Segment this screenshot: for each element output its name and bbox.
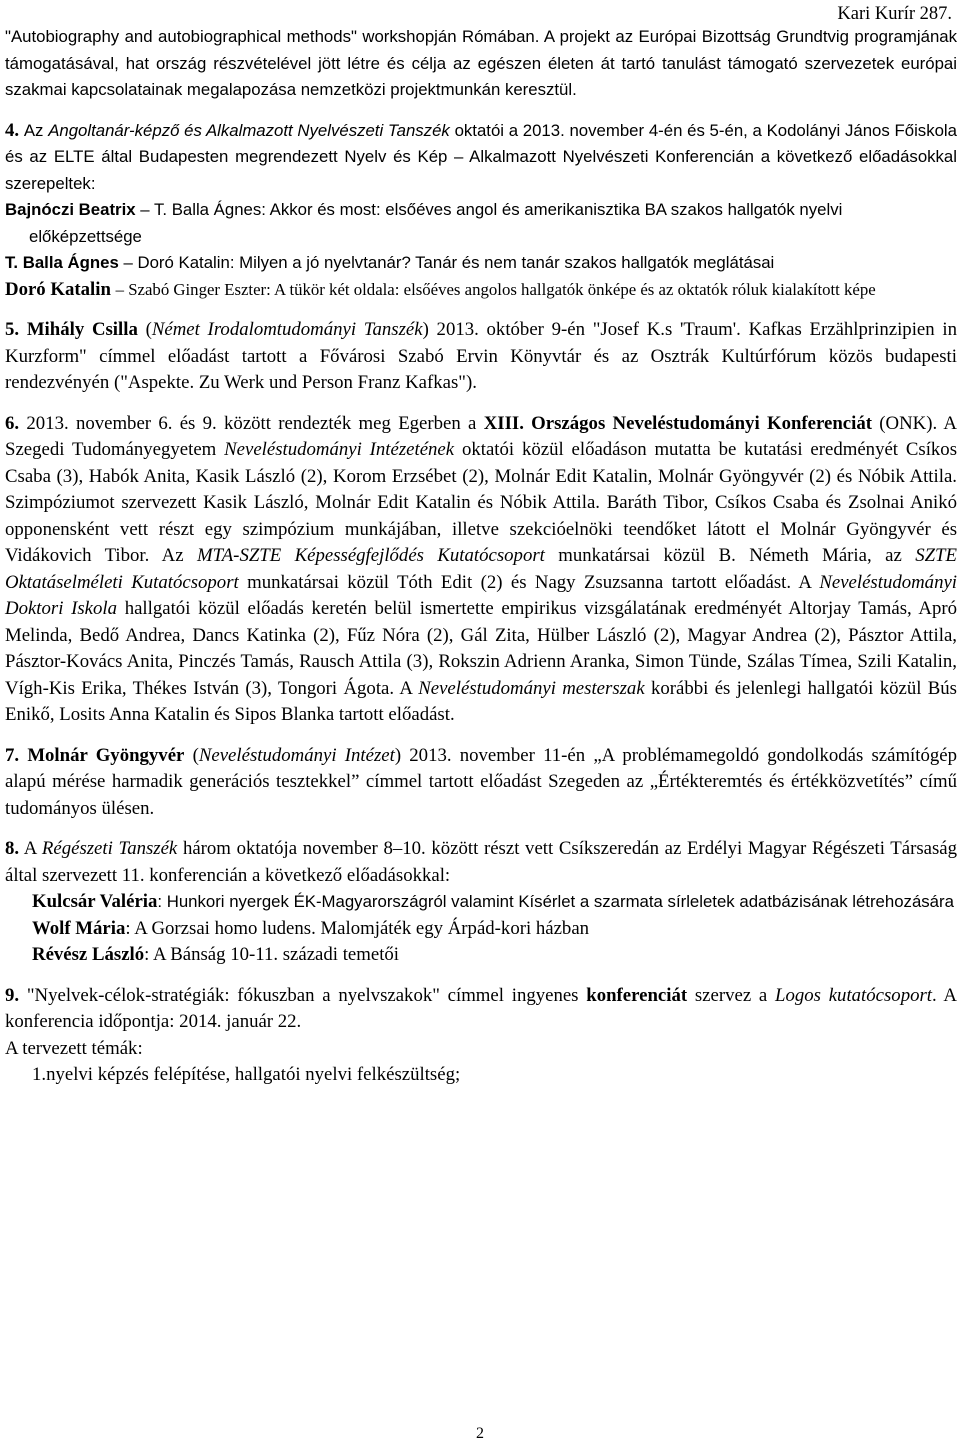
entry-text: : A Gorzsai homo ludens. Malomjáték egy Árpád-kori házban (125, 917, 590, 939)
section-6-text-6: hallgatói közül előadás keretén belül ismertette empirikus vizsgálatának eredményét Altorjay Tamás, Apró Melinda, Bedő Andrea, Dancs Katinka (2), Fűz Nóra (2), Gál Zita, Hülber László (2), Magyar Andrea (2), Pásztor Attila, Pásztor-Kovács Anita, Pinczés Tamás, Rausch Attila (3), Rokszin Adrienn Aranka, Simon Tünde, Szálas Tímea, Szili Katalin, Vígh-Kis Erika, Thékes István (3), Tongori Ágota. A (5, 598, 957, 699)
section-4-entry-3 (5, 277, 957, 304)
section-6-research-group-2: SZTE Oktatáselméleti Kutatócsoport (5, 545, 957, 593)
running-header: Kari Kurír 287. (837, 4, 952, 24)
section-5-author: Mihály Csilla (26, 319, 138, 340)
section-6-text-3: oktatói közül előadáson mutatta be kutatási eredményét Csíkos Csaba (3), Habók Anita, Kasik László (2), Korom Erzsébet (2), Molnár Edit Katalin, Molnár Gyöngyvér (2) és Nóbik Attila. Szimpóziumot szervezett Kasik László, Molnár Edit Katalin és Nóbik Attila. Baráth Tibor, Csíkos Csaba és Zsolnai Anikó opponensként vett részt egy szimpózium munkájában, illetve szekcióelnöki teendőket látott el Molnár Gyöngyvér és Vidákovich Tibor. Az (5, 439, 957, 566)
section-9-topic-1: 1.nyelvi képzés felépítése, hallgatói nyelvi felkészültség; (32, 1064, 461, 1085)
section-4-intro-a: Az (23, 120, 44, 140)
section-6-text-2: (ONK). A Szegedi Tudományegyetem (5, 412, 957, 460)
section-3-text: "Autobiography and autobiographical methods" workshopján Rómában. A projekt az Európai Bizottság Grundtvig programjának támogatásával, hat ország részvételével jött létre és célja az egészen életen át tartó tanulást támogató szervezetek európai szakmai kapcsolatainak megalapozása nemzetközi projektmunkán keresztül. (5, 27, 957, 99)
section-9-text-3: . A konferencia időpontja: 2014. január 22. (5, 984, 957, 1032)
entry-author: Doró Katalin (5, 278, 111, 300)
section-4-intro-b: oktatói a 2013. november 4-én és 5-én, a Kodolányi János Főiskola és az ELTE által Budapesten megrendezett Nyelv és Kép – Alkalmazott Nyelvészeti Konferencián a következő előadásokkal szerepeltek: (5, 120, 957, 193)
section-7-number: 7. (5, 744, 20, 766)
section-5-paren-open: ( (145, 319, 152, 340)
section-6-doctoral-school: Neveléstudományi Doktori Iskola (5, 571, 958, 619)
entry-author: Wolf Mária (32, 917, 126, 939)
section-6-institute: Neveléstudományi Intézetének (224, 439, 455, 460)
section-7-author: Molnár Gyöngyvér (27, 744, 185, 766)
entry-author: Bajnóczi Beatrix (5, 200, 136, 219)
section-8-entries (5, 889, 957, 969)
entry-text: – T. Balla Ágnes: Akkor és most: elsőéves angol és amerikanisztika BA szakos hallgatók nyelvi előképzettsége (29, 200, 843, 246)
section-8-entry-3 (32, 942, 957, 969)
section-5 (5, 317, 957, 397)
section-8-number: 8. (5, 838, 20, 859)
section-8 (5, 836, 957, 969)
section-4 (5, 118, 957, 304)
section-8-department: Régészeti Tanszék (41, 838, 178, 859)
section-6-text-5: munkatársai közül Tóth Edit (2) és Nagy Zsuzsanna tartott előadást. A (247, 571, 811, 593)
section-9 (5, 983, 957, 1089)
page-content (5, 24, 957, 1103)
section-6-text-7: korábbi és jelenlegi hallgatói közül Bús Enikő, Losits Anna Katalin és Sipos Blanka tartott előadást. (5, 677, 957, 725)
section-5-number: 5. (5, 319, 20, 340)
section-9-text-1: "Nyelvek-célok-stratégiák: fókuszban a nyelvszakok" címmel ingyenes (26, 984, 579, 1006)
section-9-number: 9. (5, 984, 20, 1006)
section-5-department: Német Irodalomtudományi Tanszék (151, 319, 423, 340)
entry-text: – Doró Katalin: Milyen a jó nyelvtanár? Tanár és nem tanár szakos hallgatók meglátásai (123, 253, 775, 272)
section-7-text: ) 2013. november 11-én „A problémamegoldó gondolkodás számítógép alapú mérése harmadik generációs tesztekkel” címmel tartott előadást Szegeden az „Értékteremtés és értékközvetítés” című tudományos ülésen. (5, 744, 958, 819)
section-3-continuation (5, 24, 957, 104)
section-6-masters-program: Neveléstudományi mesterszak (418, 677, 645, 699)
entry-author: Kulcsár Valéria (32, 891, 158, 912)
section-4-entry-2 (5, 250, 957, 277)
section-6-text-1: 2013. november 6. és 9. között rendezték meg Egerben a (26, 412, 477, 434)
section-8-entry-1 (32, 889, 957, 916)
section-8-text-1: A (23, 838, 37, 859)
section-5-text: ) 2013. október 9-én "Josef K.s 'Traum'. Kafkas Erzählprinzipien in Kurzform" címmel előadást tartott a Fővárosi Szabó Ervin Könyvtár és az Osztrák Kultúrfórum közös budapesti rendezvényén ("Aspekte. Zu Werk und Person Franz Kafkas"). (5, 319, 957, 393)
entry-text: – Szabó Ginger Eszter: A tükör két oldala: elsőéves angolos hallgatók önképe és az oktatók róluk kialakított képe (115, 279, 876, 299)
section-4-entry-1 (5, 197, 957, 250)
entry-author: Révész László (32, 944, 145, 965)
section-8-entry-2 (32, 916, 957, 943)
section-4-department: Angoltanár-képző és Alkalmazott Nyelvészeti Tanszék (48, 120, 450, 140)
page-number: 2 (476, 1425, 484, 1442)
section-7-paren-open: ( (192, 744, 199, 766)
entry-text: : Hunkori nyergek ÉK-Magyarországról valamint Kísérlet a szarmata sírleletek adatbázisának létrehozására (157, 892, 954, 911)
section-6-research-group-1: MTA-SZTE Képességfejlődés Kutatócsoport (197, 545, 545, 566)
section-7-department: Neveléstudományi Intézet (198, 744, 395, 766)
section-8-text-2: három oktatója november 8–10. között részt vett Csíkszeredán az Erdélyi Magyar Régészeti Társaság által szervezett 11. konferencián a következő előadásokkal: (5, 838, 958, 886)
section-4-number: 4. (5, 119, 20, 141)
section-6-text-4: munkatársai közül B. Németh Mária, az (558, 545, 902, 566)
section-9-research-group: Logos kutatócsoport (775, 984, 932, 1006)
entry-author: T. Balla Ágnes (5, 253, 119, 272)
section-7 (5, 743, 957, 823)
section-9-conference: konferenciát (586, 984, 688, 1006)
section-6-conference: XIII. Országos Neveléstudományi Konferenciát (483, 412, 872, 434)
section-6-number: 6. (5, 412, 20, 434)
section-9-topics-label: A tervezett témák: (5, 1037, 143, 1059)
section-9-text-2: szervez a (694, 984, 768, 1006)
entry-text: : A Bánság 10-11. századi temetői (144, 944, 400, 965)
section-6 (5, 411, 957, 729)
